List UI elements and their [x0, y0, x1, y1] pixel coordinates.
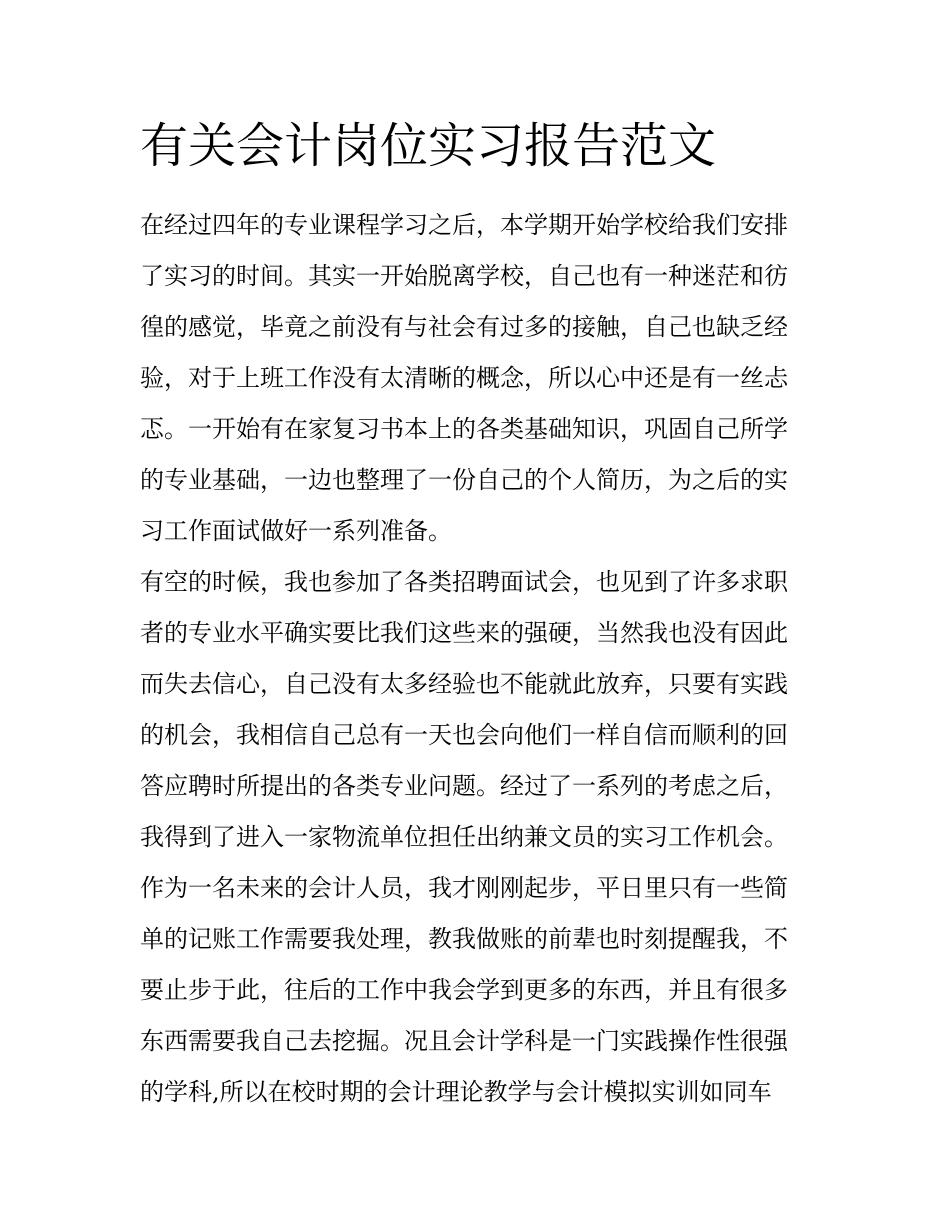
body-line: 有空的时候，我也参加了各类招聘面试会，也见到了许多求职: [140, 568, 788, 596]
body-line: 徨的感觉，毕竟之前没有与社会有过多的接触，自己也缺乏经: [140, 313, 788, 341]
body-line: 的学科,所以在校时期的会计理论教学与会计模拟实训如同车: [140, 1078, 772, 1106]
body-line: 答应聘时所提出的各类专业问题。经过了一系列的考虑之后，: [140, 772, 788, 800]
document-body: [140, 200, 820, 1118]
body-line: 忑。一开始有在家复习书本上的各类基础知识，巩固自己所学: [140, 415, 788, 443]
body-line: 在经过四年的专业课程学习之后，本学期开始学校给我们安排: [140, 211, 788, 239]
document-title: 有关会计岗位实习报告范文: [140, 118, 717, 174]
body-line: 习工作面试做好一系列准备。: [140, 517, 452, 545]
body-line: 验，对于上班工作没有太清晰的概念，所以心中还是有一丝忐: [140, 364, 788, 392]
body-line: 了实习的时间。其实一开始脱离学校，自己也有一种迷茫和彷: [140, 262, 788, 290]
body-line: 的机会，我相信自己总有一天也会向他们一样自信而顺利的回: [140, 721, 788, 749]
body-line: 的专业基础，一边也整理了一份自己的个人简历，为之后的实: [140, 466, 788, 494]
body-line: 东西需要我自己去挖掘。况且会计学科是一门实践操作性很强: [140, 1027, 788, 1055]
body-line: 作为一名未来的会计人员，我才刚刚起步，平日里只有一些简: [140, 874, 788, 902]
body-line: 我得到了进入一家物流单位担任出纳兼文员的实习工作机会。: [140, 823, 788, 851]
body-line: 要止步于此，往后的工作中我会学到更多的东西，并且有很多: [140, 976, 788, 1004]
body-line: 单的记账工作需要我处理，教我做账的前辈也时刻提醒我，不: [140, 925, 788, 953]
body-line: 者的专业水平确实要比我们这些来的强硬，当然我也没有因此: [140, 619, 788, 647]
body-line: 而失去信心，自己没有太多经验也不能就此放弃，只要有实践: [140, 670, 788, 698]
